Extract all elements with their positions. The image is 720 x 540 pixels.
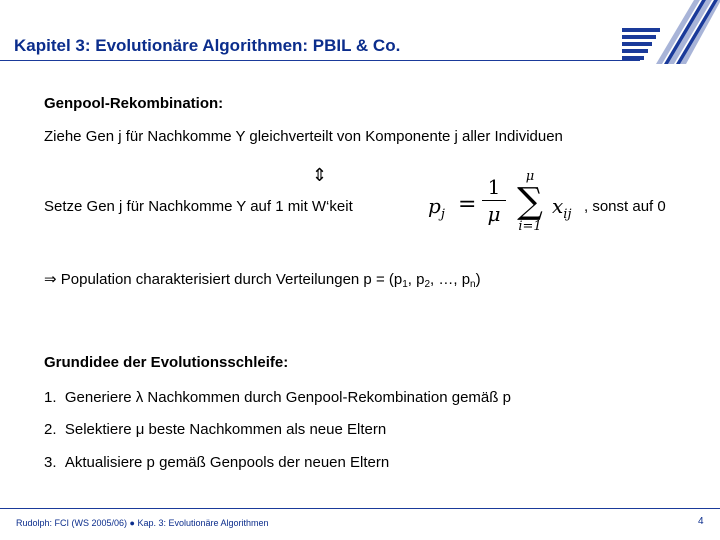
list-item: 1. Generiere λ Nachkommen durch Genpool-Rekombination gemäß p xyxy=(44,389,511,406)
formula-lhs: $p_j$ xyxy=(428,194,445,222)
probability-formula xyxy=(428,170,628,240)
formula-equals: = xyxy=(458,192,477,217)
sum-upper-bound: μ xyxy=(525,169,535,184)
formula-denominator: μ xyxy=(487,202,501,226)
population-line: ⇒ Population charakterisiert durch Verteilungen $p = (p_1$, $p_2$, …, $p_n$) xyxy=(44,271,481,290)
probability-text-prefix: Setze Gen j für Nachkomme Y auf 1 mit W‘keit xyxy=(44,198,353,215)
sum-symbol: ∑ xyxy=(517,181,543,222)
page-number: 4 xyxy=(698,516,704,527)
list-item: 2. Selektiere μ beste Nachkommen als neue Eltern xyxy=(44,421,387,438)
implies-arrow-icon: ⇒ xyxy=(44,271,57,288)
section-heading-genpool: Genpool-Rekombination: xyxy=(44,95,224,112)
mu-symbol: μ xyxy=(135,421,145,438)
formula-numerator: 1 xyxy=(487,175,501,199)
formula-fraction xyxy=(482,176,506,225)
footer-text: Rudolph: FCI (WS 2005/06) ● Kap. 3: Evolutionäre Algorithmen xyxy=(16,518,269,528)
rule-text-line: Ziehe Gen j für Nachkomme Y gleichverteilt von Komponente j aller Individuen xyxy=(44,128,563,145)
page-title: Kapitel 3: Evolutionäre Algorithmen: PBIL & Co. xyxy=(14,36,401,55)
section-heading-evolution-loop: Grundidee der Evolutionsschleife: xyxy=(44,354,289,371)
formula-sum xyxy=(512,170,548,234)
university-logo-icon xyxy=(616,0,720,64)
probability-text-suffix: , sonst auf 0 xyxy=(584,198,666,215)
list-item: 3. Aktualisiere p gemäß Genpools der neuen Eltern xyxy=(44,454,390,471)
formula-term: $x_{ij}$ xyxy=(552,194,572,222)
lambda-symbol: λ xyxy=(135,389,144,406)
title-divider xyxy=(0,60,640,61)
footer-divider xyxy=(0,508,720,509)
equivalence-arrow-icon: ⇕ xyxy=(312,165,328,185)
sum-lower-bound: i=1 xyxy=(518,219,542,234)
